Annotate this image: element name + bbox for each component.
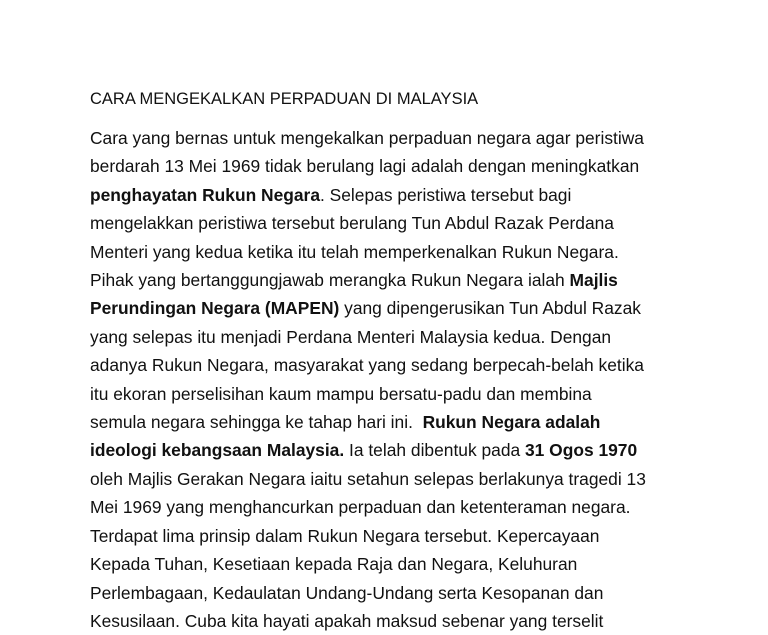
paragraph-line-2: [90, 152, 750, 180]
line-text: Cara yang bernas untuk mengekalkan perpaduan negara agar peristiwa: [90, 128, 644, 148]
paragraph-line-18: [90, 607, 750, 635]
line-text: Pihak yang bertanggungjawab merangka Rukun Negara ialah: [90, 270, 570, 291]
paragraph-line-1: [90, 124, 750, 152]
paragraph-line-6: [90, 266, 750, 294]
line-text: yang selepas itu menjadi Perdana Menteri Malaysia kedua. Dengan: [90, 326, 612, 347]
line-text: oleh Majlis Gerakan Negara iaitu setahun selepas berlakunya tragedi 13: [90, 468, 646, 489]
line-text: Kesusilaan. Cuba kita hayati apakah maksud sebenar yang terselit: [90, 610, 604, 631]
paragraph-line-10: [90, 380, 750, 408]
line-text: adanya Rukun Negara, masyarakat yang sedang berpecah-belah ketika: [90, 355, 644, 376]
paragraph-line-11: [90, 408, 750, 436]
document-paragraph: [90, 124, 750, 635]
line-text: Kepada Tuhan, Kesetiaan kepada Raja dan Negara, Keluhuran: [90, 554, 578, 575]
paragraph-line-4: [90, 209, 750, 237]
line-text: Mei 1969 yang menghancurkan perpaduan dan ketenteraman negara.: [90, 497, 631, 518]
paragraph-line-12: [90, 436, 750, 464]
paragraph-line-8: [90, 323, 750, 351]
document-title: CARA MENGEKALKAN PERPADUAN DI MALAYSIA: [90, 90, 479, 108]
document-page: [90, 86, 750, 635]
line-text: mengelakkan peristiwa tersebut berulang Tun Abdul Razak Perdana: [90, 213, 614, 234]
line-text: Terdapat lima prinsip dalam Rukun Negara tersebut. Kepercayaan: [90, 525, 600, 546]
bold-text: Majlis: [569, 270, 618, 291]
paragraph-line-5: [90, 238, 750, 266]
paragraph-line-15: [90, 522, 750, 550]
line-text: berdarah 13 Mei 1969 tidak berulang lagi adalah dengan meningkatkan: [90, 156, 640, 177]
bold-text: penghayatan Rukun Negara: [90, 184, 320, 205]
bold-text: Rukun Negara adalah: [422, 412, 601, 433]
paragraph-line-3: [90, 181, 750, 209]
paragraph-line-17: [90, 579, 750, 607]
line-text: Menteri yang kedua ketika itu telah memperkenalkan Rukun Negara.: [90, 241, 619, 262]
bold-date: 31 Ogos 1970: [525, 440, 638, 461]
line-text: Ia telah dibentuk pada: [344, 440, 525, 461]
bold-text: ideologi kebangsaan Malaysia.: [90, 440, 345, 461]
line-text: . Selepas peristiwa tersebut bagi: [320, 184, 572, 205]
paragraph-line-14: [90, 493, 750, 521]
paragraph-line-16: [90, 550, 750, 578]
line-text: semula negara sehingga ke tahap hari ini.: [90, 412, 423, 433]
paragraph-line-13: [90, 465, 750, 493]
paragraph-line-7: [90, 294, 750, 322]
line-text: Perlembagaan, Kedaulatan Undang-Undang serta Kesopanan dan: [90, 582, 604, 603]
line-text: yang dipengerusikan Tun Abdul Razak: [339, 298, 641, 319]
paragraph-line-9: [90, 351, 750, 379]
line-text: itu ekoran perselisihan kaum mampu bersatu-padu dan membina: [90, 383, 592, 404]
bold-text: Perundingan Negara (MAPEN): [90, 298, 340, 319]
